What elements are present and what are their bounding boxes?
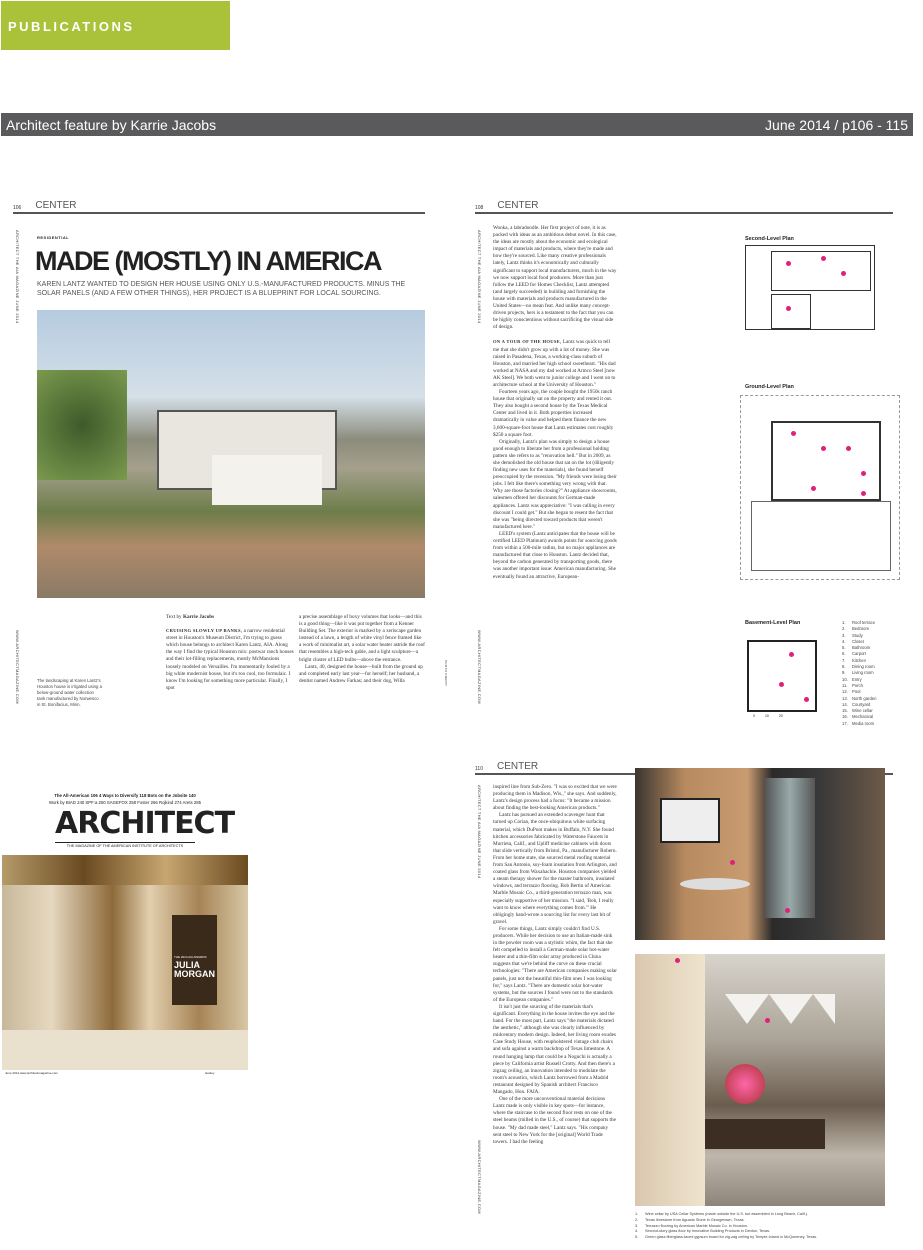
section-label: CENTER [35,200,77,211]
legend-item [635,1235,895,1241]
page-header [475,200,893,214]
side-url: WWW.ARCHITECTMAGAZINE.COM [477,1140,482,1214]
feature-title: Architect feature by Karrie Jacobs [6,116,217,133]
legend-label: Kitchen [852,657,866,663]
ground-level-plan [740,395,900,580]
text-column-2 [299,614,425,760]
legend-number: 17. [842,720,848,726]
plan-marker [821,446,826,451]
basement-level-plan [747,640,817,712]
byline-name: Karrie Jacobs [182,614,215,620]
legend-number: 8. [842,664,846,670]
photo-credit: PHOTO CREDIT [444,660,448,687]
scale-tick: 0 [753,714,755,718]
legend-label: Pool [852,689,861,695]
plan-marker [804,697,809,702]
legend-label: Carport [852,651,866,657]
side-folio: ARCHITECT THE AIA MAGAZINE JUNE 2014 [477,230,482,324]
wine-cellar-photo [635,768,885,940]
page-110 [465,760,915,1250]
legend-label: Second-story glass floor by Innovative Building Products in Denton, Texas. [645,1229,771,1234]
legend-label: Green glass fiberglass-faced gypsum board for zig-zag ceiling by Temple-Inland in McQueeney, Texas. [645,1235,818,1240]
photo-caption: The landscaping at Karen Lantz's Houston house is irrigated using a below-ground water collection tank manufactured by Norwesco in St. Bonifacius, Minn. [37,678,102,707]
paragraph: a precise assemblage of boxy volumes that looks—and this is a good thing—like it was put together from a Kenner Building Set. The exterior is marked by a xeriscape garden instead of a lawn, a length of white vinyl fence framed like a work of minimalist art, a solar water heater astride the roof that resembles a high-tech gable, and a light sculpture—a bright cluster of LED bulbs—above the entrance. [299,614,425,663]
zigzag-ceiling [725,994,835,1024]
paragraph: Fourteen years ago, the couple bought the 1950s ranch house that originally sat on the property and rented it out. They also bought a second house by the Texas Medical Center and lived in it. Both properties increased dramatically in value and helped them finance the new 3,600-square-foot house that Lantz estimates cost roughly $250 a square foot. [493,389,614,438]
cover-feature-kicker: THE 2014 AIA AWARDS [174,955,207,959]
legend-number: 13. [842,695,848,701]
legend-number: 4. [842,638,846,644]
plan-marker [789,652,794,657]
sofa-shape [705,1119,825,1149]
legend-number: 3. [842,632,846,638]
second-level-plan [745,245,875,330]
legend-label: Bathroom [852,645,871,651]
plan-marker [861,471,866,476]
white-fence [212,455,322,505]
living-room-photo [635,954,885,1206]
legend-label: Bedroom [852,626,869,632]
page-106 [0,190,460,762]
text-column [493,225,617,755]
paragraph: For some things, Lantz simply couldn't find U.S. producers. While her decision to use an Italian-made sink in the powder room was a stylistic whim, the fact that she felt compelled to install a German-made solar hot-water heater and a thin-film solar array produced in China suggests that we're behind the curve on these crucial technologies: "There are American companies making solar panels, just not the beautiful thin-film ones I was looking for," says Lantz. "There are domestic solar hot-water systems, but the sources I found were not to the standards of the European companies." [493,925,617,1003]
cover-credit: Hanley [205,1071,215,1075]
plan-marker [846,446,851,451]
photo-captions [635,1212,895,1241]
legend-number: 7. [842,657,846,663]
byline-prefix: Text by [166,614,183,620]
feature-issue: June 2014 / p106 - 115 [765,116,908,133]
legend-number: 5. [635,1235,639,1240]
plan-legend [842,620,912,727]
plan-marker [779,682,784,687]
paragraph: a narrow residential street in Houston's Museum District, I'm trying to guess which house belongs to architect Karen Lantz, AIA. Along the way I find the typical Houston mix: postwar ranch houses and their lot-filling replacements, mostly McMansions loosely modeled on Versailles. I'm momentarily fooled by a big white modernist house, but it's too cool, too formulaic. I know I'm looking for something more particular. Finally, I spot [166,628,294,691]
section-label: CENTER [496,761,539,772]
legend-label: Courtyard [852,701,871,707]
legend-label: Texas limestone from Aguado Stone in Georgetown, Texas. [645,1217,745,1222]
plan-title-ground: Ground-Level Plan [745,384,794,390]
paragraph: Lantz, 40, designed the house—built from the ground up and completed early last year—for herself; her husband, a dentist named Andrew Farkas; and their dog, Willa [299,663,423,684]
legend-number: 11. [842,682,848,688]
cover-masthead: ARCHITECT [55,806,235,841]
legend-label: North garden [852,695,877,701]
paragraph: Lantz was quick to tell me that she didn't grow up with a lot of money. She was raised in Pasadena, Texas, a working-class suburb of Houston, and married her high school sweetheart. "His dad worked at NASA and my dad worked at Armco Steel [now AK Steel]. We both went to junior college and I went on to architecture school at the University of Houston." [493,339,616,388]
photo-marker [675,958,680,963]
legend-label: Living room [852,670,874,676]
artwork-shape [725,1064,765,1104]
section-label: CENTER [497,200,539,211]
legend-label: Closet [852,638,864,644]
photo-marker [730,860,735,865]
legend-label: Dining room [852,664,875,670]
legend-label: Wine cellar [852,708,873,714]
plan-marker [786,306,791,311]
plan-room [771,421,881,501]
paragraph: It isn't just the sourcing of the materials that's significant. Everything in the house invites the eye and the hand. For the most part, Lantz says "the materials dictated the aesthetic," although she was clearly influenced by midcentury modern design. Indeed, her living room exudes Case Study House, with reupholstered vintage club chairs and sofa against a warm backdrop of Texas limestone. A round hanging lamp that could be a Noguchi is actually a piece by California artist Russell Crotty. And then there's a zigzag ceiling, an innovation intended to modulate the room's acoustics, which Lantz borrowed from a Madrid restaurant designed by Spanish architect Francisco Mangado, Hon. FAIA. [493,1003,616,1096]
paragraph: One of the more unconventional material decisions Lantz made is only visible in key spots—for instance, where the staircase to the second floor rests on one of the steel beams (milled in the U.S., of course) that supports the house. "My dad made steel," Lantz says. "His company sent steel to New York for the [original] World Trade towers. I had the feeling [493,1096,616,1145]
page-number: 106 [13,205,22,211]
plan-yard [751,501,891,571]
legend-number: 15. [842,708,848,714]
legend-number: 2. [635,1217,639,1222]
balustrade-shape [2,1030,248,1070]
page-number: 108 [475,205,484,211]
legend-label: Entry [852,676,862,682]
side-url: WWW.ARCHITECTMAGAZINE.COM [15,630,20,704]
legend-number: 5. [842,645,846,651]
plan-marker [821,256,826,261]
wine-rack [765,778,815,918]
legend-label: Study [852,632,863,638]
cover-teaser: The All-American 106 4 Ways to Diversify 118 Bots on the Jobsite 140 [54,793,196,798]
legend-number: 6. [842,651,846,657]
table-shape [680,878,750,890]
cover-photo [2,855,248,1070]
plan-marker [861,491,866,496]
legend-item [842,721,912,727]
legend-number: 2. [842,626,846,632]
legend-number: 14. [842,701,848,707]
legend-label: Wine cellar by USA Cellar Systems (made outside the U.S. but assembled in Long Beach, Calif.). [645,1212,809,1216]
paragraph: inspired line from Sub-Zero. "I was so excited that we were producing them in Madison, Wis.," she says. And suddenly, Lantz's design process had a focus: "It became a mission about finding the best-looking American products." [493,784,617,812]
paragraph: Lantz has pursued an extended scavenger hunt that turned up Corian, the once-ubiquitous white surfacing material, which DuPont makes in Buffalo, N.Y. She found kitchen accessories fabricated by Waterstone Faucets in Murrieta, Calif., and Upliff medicine cabinets with doors that slide vertically from Bristol, Pa., manufacturer Robern. From her home state, she sourced metal roofing material from San Antonio, soy-foam insulation from Arlington, and coated glass from Waxahachie. Houston companies yielded a steam therapy shower for the master bathroom, insulated windows, and terrazzo flooring. Bob Bertin of American Marble Mosaic Co., a third-generation terrazzo man, was especially supportive of her mission. "I said, 'Bob, I really want to know where everything comes from.'" He obligingly hand-wrote a sourcing list for every last bit of gravel. [493,812,617,925]
page-108 [465,190,915,762]
legend-number: 3. [635,1223,639,1228]
page-number: 110 [475,766,483,772]
paragraph: Wonka, a labradoodle. Her first project of note, it is as packed with ideas as an ambitious debut novel. In this case, the ideas are mostly about the economic and ecological impact of materials and products, where they're made and how they're sourced. Like many creative professionals lately, Lantz thinks it's economically and culturally significant to support local manufacturers, much in the way we now support local food producers. More than just follow the LEED for Homes Checklist, Lantz attempted (and largely succeeded) in building and furnishing the house with materials and products manufactured in the United States—no mean feat. And unlike many concept-driven projects, hers is a testament to the fact that you can be highly conscientious without sacrificing the visual side of design. [493,225,617,331]
page-header [13,200,425,214]
article-title: MADE (MOSTLY) IN AMERICA [35,246,381,276]
plan-marker [791,431,796,436]
legend-label: Roof terrace [852,620,876,625]
scale-tick: 10 [764,714,769,718]
legend-number: 12. [842,689,848,695]
lead-in: ON A TOUR OF THE HOUSE, [493,339,562,345]
legend-number: 1. [842,620,846,625]
legend-label: Media room [852,720,875,726]
tree-shape [37,370,127,480]
photo-marker [785,908,790,913]
plan-title-basement: Basement-Level Plan [745,620,801,626]
plan-marker [841,271,846,276]
cover-footer: June 2014 www.architectmagazine.com [5,1071,58,1075]
cover-teaser: Work by BIAD 240 SPF:a 250 SAGEFOX 258 Foster 266 Rojkind 274 Arets 285 [48,800,202,805]
legend-number: 4. [635,1229,639,1234]
legend-number: 9. [842,670,846,676]
legend-number: 16. [842,714,848,720]
kicker: RESIDENTIAL [37,235,70,240]
photo-marker [765,1018,770,1023]
side-url: WWW.ARCHITECTMAGAZINE.COM [477,630,482,704]
plan-room [771,294,811,329]
text-column-1 [166,614,294,760]
plan-marker [811,486,816,491]
feature-bar [1,113,913,136]
cover-feature: JULIA MORGAN [174,960,215,979]
scale-tick: 20 [778,714,783,718]
scale-bar [753,714,783,718]
cover-tagline: THE MAGAZINE OF THE AMERICAN INSTITUTE OF ARCHITECTS [55,842,195,848]
legend-number: 1. [635,1212,639,1216]
ceiling-shape [2,855,248,885]
plan-title-second: Second-Level Plan [745,236,794,242]
legend-label: Terrazzo flooring by American Marble Mosaic Co. in Houston. [645,1223,748,1228]
side-folio: ARCHITECT THE AIA MAGAZINE JUNE 2014 [477,785,482,879]
house-exterior-photo [37,310,425,598]
paragraph: LEED's system (Lantz anticipates that the house will be certified LEED Platinum) awards points for sourcing goods from within a 500-mile radius, but no major appliances are manufactured that close to Houston. Lantz decided that, beyond the carbon generated by transporting goods, there was another important issue: American manufacturing. She eventually found an attractive, European- [493,530,617,580]
legend-number: 10. [842,676,848,682]
article-deck: KAREN LANTZ WANTED TO DESIGN HER HOUSE USING ONLY U.S.-MANUFACTURED PRODUCTS. MINUS THE SOLAR PANELS (AND A FEW OTHER THINGS), HER PROJECT IS A BLUEPRINT FOR LOCAL SOURCING. [37,281,406,297]
legend-label: Porch [852,682,863,688]
curtain-shape [635,954,705,1206]
publications-badge: PUBLICATIONS [1,1,230,50]
legend-label: Mechanical [852,714,874,720]
plan-marker [786,261,791,266]
paragraph: Originally, Lantz's plan was simply to design a house good enough to liberate her from a professional holding pattern she refers to as "renovation hell." But in 2009, as she demolished the old house that sat on the lot (diligently finding new uses for the materials), she found herself preoccupied by the recession. "My friends were losing their jobs. I felt like there's something very wrong with that. Why are those factories closing?" At appliance showrooms, salesmen offered her discounts for German-made appliances. Lantz was appreciative: "I was calling in every discount I could get." But she began to resent the fact that she was "being directed toward products that weren't manufactured here." [493,438,617,530]
text-column [493,784,617,1248]
lead-in: CRUISING SLOWLY UP BANKS, [166,628,243,634]
magazine-cover [0,790,250,1075]
side-folio: ARCHITECT THE AIA MAGAZINE JUNE 2014 [15,230,20,324]
framed-artwork [660,798,720,843]
